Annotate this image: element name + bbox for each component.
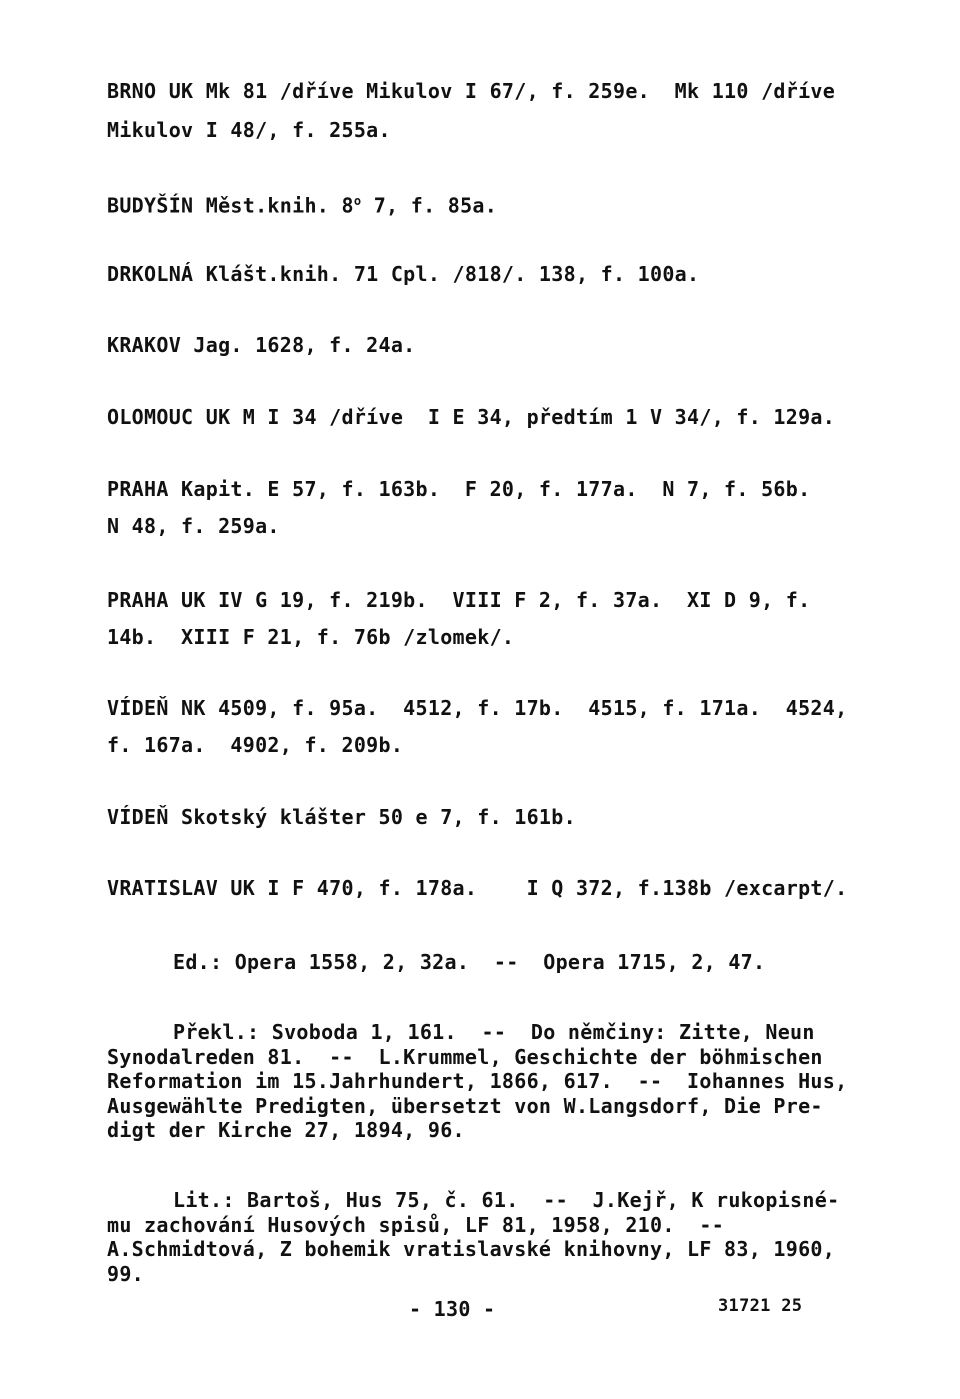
entry-viden-skotsky: VÍDEŇ Skotský klášter 50 e 7, f. 161b. bbox=[107, 805, 576, 829]
literature-line-1: Lit.: Bartoš, Hus 75, č. 61. -- J.Kejř, K rukopisné- bbox=[173, 1188, 840, 1212]
translations-line-1: Překl.: Svoboda 1, 161. -- Do němčiny: Zitte, Neun bbox=[173, 1020, 815, 1044]
entry-brno-line-2: Mikulov I 48/, f. 255a. bbox=[107, 118, 391, 142]
entry-budysin-text: BUDYŠÍN Měst.knih. 8 bbox=[107, 193, 354, 218]
entry-praha-uk-line-2: 14b. XIII F 21, f. 76b /zlomek/. bbox=[107, 625, 515, 649]
entry-praha-kapit-line-1: PRAHA Kapit. E 57, f. 163b. F 20, f. 177a. N 7, f. 56b. bbox=[107, 477, 811, 501]
degree-superscript: o bbox=[353, 194, 362, 208]
archive-code: 31721 25 bbox=[718, 1296, 803, 1316]
entry-olomouc: OLOMOUC UK M I 34 /dříve I E 34, předtím 1 V 34/, f. 129a. bbox=[107, 405, 836, 429]
page-number: - 130 - bbox=[409, 1297, 496, 1321]
entry-vratislav: VRATISLAV UK I F 470, f. 178a. I Q 372, f.138b /excarpt/. bbox=[107, 876, 848, 900]
translations-line-3: Reformation im 15.Jahrhundert, 1866, 617. -- Iohannes Hus, bbox=[107, 1069, 848, 1093]
entry-viden-nk-line-2: f. 167a. 4902, f. 209b. bbox=[107, 733, 404, 757]
entry-viden-nk-line-1: VÍDEŇ NK 4509, f. 95a. 4512, f. 17b. 4515, f. 171a. 4524, bbox=[107, 696, 848, 720]
entry-budysin bbox=[107, 189, 497, 218]
entry-budysin-text-2: 7, f. 85a. bbox=[373, 193, 498, 218]
literature-line-3: A.Schmidtová, Z bohemik vratislavské knihovny, LF 83, 1960, bbox=[107, 1237, 836, 1261]
entry-brno-line-1: BRNO UK Mk 81 /dříve Mikulov I 67/, f. 259e. Mk 110 /dříve bbox=[107, 79, 836, 103]
entry-praha-uk-line-1: PRAHA UK IV G 19, f. 219b. VIII F 2, f. 37a. XI D 9, f. bbox=[107, 588, 811, 612]
translations-line-5: digt der Kirche 27, 1894, 96. bbox=[107, 1118, 465, 1142]
translations-line-4: Ausgewählte Predigten, übersetzt von W.Langsdorf, Die Pre- bbox=[107, 1094, 823, 1118]
entry-drkolna: DRKOLNÁ Klášt.knih. 71 Cpl. /818/. 138, f. 100a. bbox=[107, 262, 700, 286]
literature-line-4: 99. bbox=[107, 1262, 145, 1286]
literature-line-2: mu zachování Husových spisů, LF 81, 1958, 210. -- bbox=[107, 1213, 725, 1237]
entry-krakov: KRAKOV Jag. 1628, f. 24a. bbox=[107, 333, 416, 357]
translations-line-2: Synodalreden 81. -- L.Krummel, Geschichte der böhmischen bbox=[107, 1045, 823, 1069]
entry-praha-kapit-line-2: N 48, f. 259a. bbox=[107, 514, 280, 538]
edition-line: Ed.: Opera 1558, 2, 32a. -- Opera 1715, 2, 47. bbox=[173, 950, 766, 974]
